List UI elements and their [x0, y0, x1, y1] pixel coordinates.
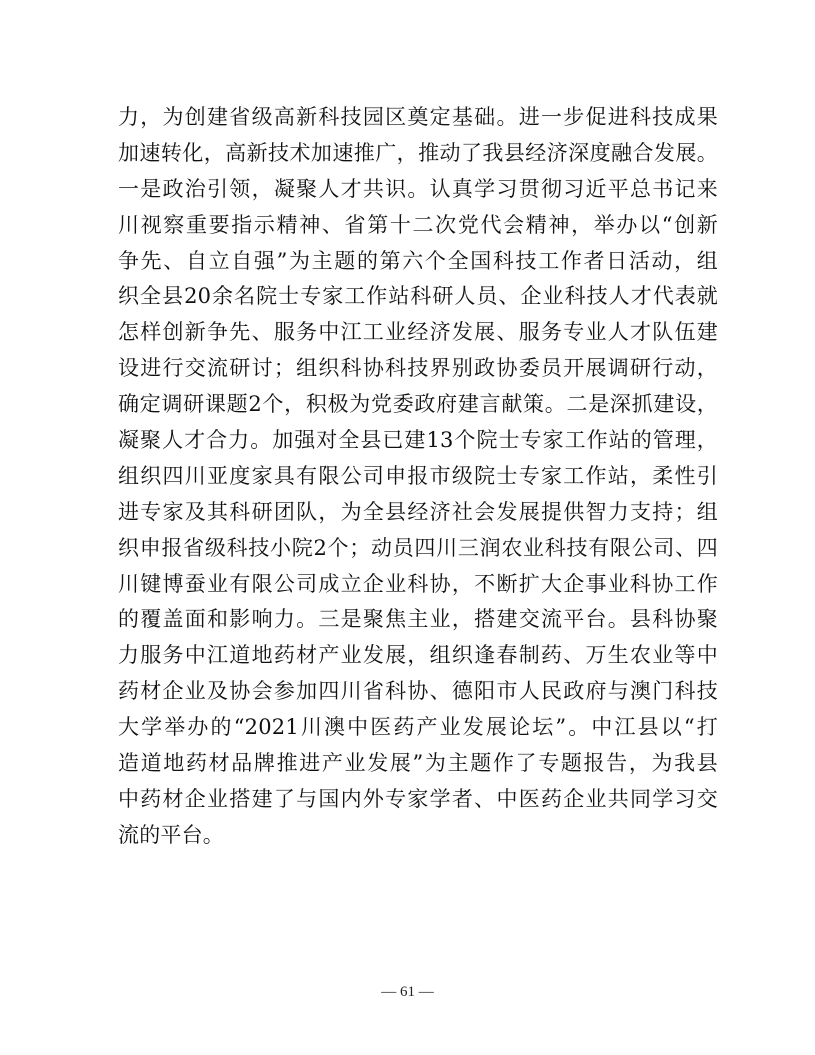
text-line-16: 力服务中江道地药材产业发展，组织逢春制药、万生农业等中 — [118, 643, 718, 668]
text-line-6: 织全县20余名院士专家工作站科研人员、企业科技人才代表就 — [118, 284, 718, 309]
text-line-8: 设进行交流研讨；组织科协科技界别政协委员开展调研行动， — [118, 356, 718, 381]
text-line-13: 织申报省级科技小院2个；动员四川三润农业科技有限公司、四 — [118, 535, 718, 560]
text-line-4: 川视察重要指示精神、省第十二次党代会精神，举办以“创新 — [118, 212, 718, 237]
text-line-18: 大学举办的“2021川澳中医药产业发展论坛”。中江县以“打 — [118, 715, 718, 740]
text-line-3: 一是政治引领，凝聚人才共识。认真学习贯彻习近平总书记来 — [118, 176, 718, 201]
text-line-19: 造道地药材品牌推进产业发展”为主题作了专题报告，为我县 — [118, 751, 718, 776]
text-line-9: 确定调研课题2个，积极为党委政府建言献策。二是深抓建设， — [118, 392, 718, 417]
text-line-1: 力，为创建省级高新科技园区奠定基础。进一步促进科技成果 — [118, 105, 718, 129]
text-line-7: 怎样创新争先、服务中江工业经济发展、服务专业人才队伍建 — [118, 320, 718, 345]
text-line-17: 药材企业及协会参加四川省科协、德阳市人民政府与澳门科技 — [118, 679, 718, 704]
page-number: — 61 — — [381, 984, 434, 1000]
text-line-20: 中药材企业搭建了与国内外专家学者、中医药企业共同学习交 — [118, 786, 718, 811]
text-line-11: 组织四川亚度家具有限公司申报市级院士专家工作站，柔性引 — [118, 463, 718, 488]
text-line-14: 川键博蚕业有限公司成立企业科协，不断扩大企事业科协工作 — [118, 571, 718, 596]
text-line-15: 的覆盖面和影响力。三是聚焦主业，搭建交流平台。县科协聚 — [118, 607, 718, 632]
text-line-21: 流的平台。 — [118, 822, 224, 847]
text-line-12: 进专家及其科研团队，为全县经济社会发展提供智力支持；组 — [118, 499, 718, 524]
text-line-10: 凝聚人才合力。加强对全县已建13个院士专家工作站的管理， — [118, 428, 718, 453]
text-line-5: 争先、自立自强”为主题的第六个全国科技工作者日活动，组 — [118, 248, 718, 273]
body-text — [118, 100, 718, 854]
text-line-2: 加速转化，高新技术加速推广，推动了我县经济深度融合发展。 — [118, 140, 718, 165]
